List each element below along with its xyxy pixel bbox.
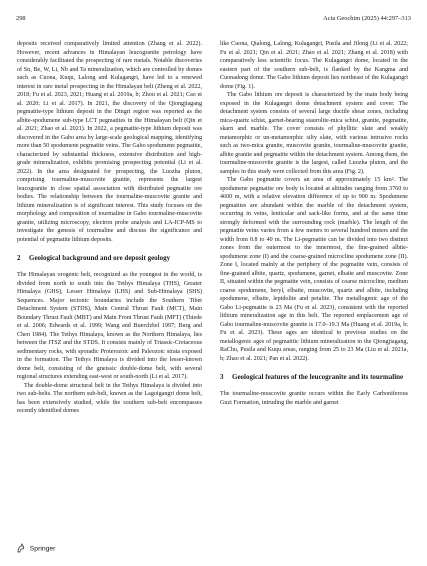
body-paragraph: The Gabo pegmatite covers an area of approximately 15 km². The spodumene pegmatite ore body is located at altitudes ranging from 3760 to 4600 m, with a relative elevation difference of up to 900 m. Spodumene pegmatites are abundant within the marble of the detachment system, occurring in veins, lenticular and sack-like forms, and at the same time strongly deformed with the surrounding rock (marble). The length of the pegmatite veins varies from a few meters to several hundred meters and the width from 0.8 to 40 m. The Li-pegmatite can be divided into two distinct zones from the outermost to the innermost, the fine-grained albite-spodumene zone (I) and the coarse-grained microcline spodumene zone (II). Zone I, located mainly at the periphery of the pegmatite vein, consists of fine-grained albite, quartz, spodumene, garnet, elbaite and muscovite. Zone II, situated within the pegmatite vein, consists of coarse microcline, medium coarse spodumene, beryl, elbaite, muscovite, quartz and albite, including spodumene, elbaite, lepidolite and petalite. The metallogenic age of the Gabo Li-pegmatite is 23 Ma (Fu et al. 2023), consistent with the reported lithium mineralization age in this belt. The reported emplacement age of Gabo tourmaline-muscovite granite is 17.0–19.3 Ma (Huang et al. 2019a, b; Fu et al. 2023). These ages are identical to previous studies on the metallogenic ages of pegmatitic lithium mineralization in the Qiongjiagang, RaChu, Pusila and Kuqu areas, ranging from 25 to 23 Ma (Liu et al. 2021a, b; Zhao et al. 2021; Pan et al. 2022). [220, 177, 408, 362]
section-title: Geological background and ore deposit geology [29, 254, 171, 262]
body-paragraph: The Himalayan orogenic belt, recognized as the youngest in the world, is divided from north to south into the Tethys Himalaya (THS), Greater Himalaya (GHS), Lesser Himalaya (LHS) and Sub-Himalaya (SHS) Sequences. Major tectonic boundaries include the Southern Tibet Detachment System (STDS), Main Central Thrust Fault (MCT), Main Boundary Thrust Fault (MBT) and Main Front Thrust Fault (MFT) (Thiede et al. 2006; Edwards et al. 1999; Wang and Buerchfiel 1997; Burg and Chen 1984). The Tethys Himalaya, known as the Northern Himalaya, lies between the ITSZ and the STDS. It consists mainly of Triassic-Cretaceous sedimentary rocks, with sporadic Proterozoic and Paleozoic strata exposed in the formation. The Tethys Himalaya is divided into the lesser-known dome belt, consisting of the gneissic double-dome belt, with several regional structures extending east-west or south-north (Li et al. 2017). [17, 272, 202, 380]
body-paragraph: The Gabo lithium ore deposit is characterized by the main body being exposed in the Kulagangri dome detachment system and cover. The detachment system consists of several large ductile shear zones, including mica-quartz schist, garnet-bearing staurolite-mica schist, granite, pegmatite, skarn and marble. The cover consists of phyllitic slate and weakly metamorphic or un-metamorphic silty slate, with various intrusive rocks such as two-mica granite, muscovite granite, tourmaline-muscovite granite, albite granite and pegmatite within the detachment system. Among them, the tourmaline-muscovite granite is the largest, called Luozha pluton, and the samples in this study were collected from this area (Fig. 2). [220, 92, 408, 175]
page-number: 298 [16, 15, 26, 22]
section-heading [220, 373, 408, 382]
body-paragraph: The tourmaline-muscovite granite occurs within the Early Carboniferous Guzi Formation, intruding the marble and garnet [220, 391, 408, 406]
section-number: 2 [17, 254, 21, 262]
section-title: Geological features of the leucogranite and its tourmaline [232, 373, 404, 381]
page-footer [16, 543, 55, 556]
left-column [17, 40, 202, 416]
body-paragraph: deposits received comparatively limited attention (Zhang et al. 2022). However, recent advances in Himalayan leucogranite petrology have considerably facilitated the prospecting of rare metals. Notable discoveries of Sn, Be, W, Li, Nb and Ta mineralization, which are controlled by domes such as Cuona, Kuqu, Lalong and Kulagangri, have led to a renewed interest in rare metal prospecting in the Himalayan belt (Zheng et al. 2022, 2018; Fu et al. 2023, 2021; Huang et al. 2019a, b; Zhou et al. 2021; Cao et al. 2020; Li et al. 2017). In 2021, the discovery of the Qiongjiagang pegmatite-type lithium deposit in the Dingri region was reported as the albite-spodumene sub-type LCT pegmatites in the Himalayan belt (Qin et al. 2021; Zhao et al. 2021). In 2022, a pegmatite-type lithium deposit was discovered in the Gabo area by large-scale geological mapping, identifying more than 50 spodumene pegmatite veins. The Gabo spodumene pegmatite, characterized by substantial thickness, extensive distribution and high-grade mineralization, exhibits promising prospecting potential (Li et al. 2022). In the area designated for prospecting, the Luozha pluton, comprising tourmaline-muscovite granite, represents the largest leucogranite in close spatial association with distributed pegmatite ore bodies. The relationship between the tourmaline-muscovite granite and lithium mineralization is of significant interest. This study focuses on the morphology and composition of tourmaline in Gabo tourmaline-muscovite granite, utilizing microscopy, electron probe analysis and LA-ICP-MS to investigate the genesis of tourmaline and discuss the significance and potential of pegmatite lithium deposits. [17, 41, 202, 243]
publisher-name: Springer [29, 545, 56, 553]
springer-horse-icon [16, 543, 25, 556]
body-paragraph: like Cuona, Qialong, Lalong, Kulagangri, Pusila and Jilong (Li et al. 2022; Fu et al. 2021; Qin et al. 2021; Zhao et al. 2021; Zhang et al. 2018) with comparatively less scientific focus. The Kulagangri dome, located in the eastern part of the southern sub-belt, is flanked by the Kangma and Cuonadong dome. The Gabo lithium deposit lies northeast of the Kulagangri dome (Fig. 1). [220, 41, 408, 90]
section-number: 3 [220, 373, 224, 381]
right-column [220, 40, 408, 407]
journal-citation: Acta Geochim (2025) 44:297–313 [323, 15, 411, 22]
page-header [16, 14, 411, 26]
section-heading [17, 254, 202, 263]
body-paragraph: The double-dome structural belt in the Tethys Himalaya is divided into two sub-belts. The northern sub-belt, known as the Lagoigangri dome belt, has been extensively studied, while the southern sub-belt encompasses recently identified domes [17, 382, 202, 414]
